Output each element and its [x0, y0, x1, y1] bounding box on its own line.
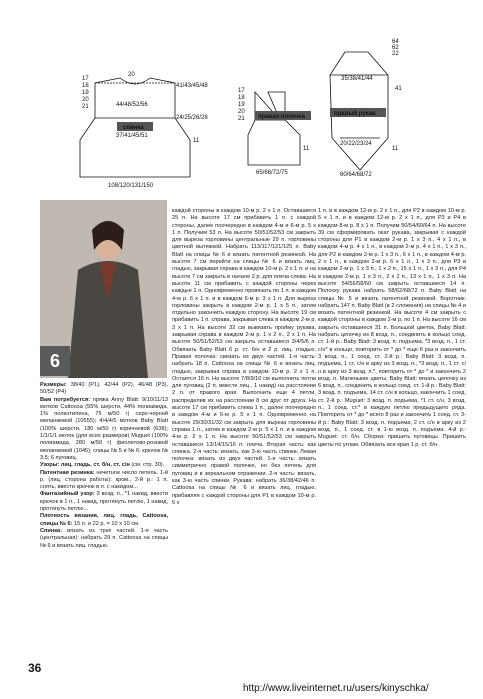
paragraph-heading: Спинка: [40, 527, 63, 534]
back-left-dim: 20 [82, 97, 89, 103]
front-left-dim: 19 [238, 102, 245, 108]
front-left-dim: 17 [238, 88, 245, 94]
model-number-badge: 6 [40, 346, 70, 376]
paragraph-text: 38/40 (P1), 42/44 (P2), 46/48 (P3), 50/52 (P4) [40, 382, 168, 396]
back-right-11: 11 [193, 138, 200, 144]
sleeve-right-11: 11 [392, 146, 399, 152]
paragraph-heading: Фантазийный узор: [40, 491, 95, 498]
sleeve-width: 35/38/41/44 [341, 76, 373, 82]
paragraph-heading: Вам потребуется: [40, 396, 91, 403]
instruction-paragraph [40, 491, 168, 513]
source-url[interactable]: http://www.liveinternet.ru/users/kinyschka/ [243, 683, 429, 694]
back-right-dims: 41/43/45/48 [176, 83, 208, 89]
paragraph-heading: Плотность вязания, лиц. гладь, Cattoosa, спицы № 6: [40, 513, 168, 527]
paragraph-text: вязать из трех частей. 1-я часть (центральная): набрать 29 п. Cattoosa на спицы № 6 и вязать лиц. гладью. [40, 527, 168, 549]
back-mid-right: 24/25/26/28 [176, 115, 208, 121]
instruction-paragraph [40, 382, 168, 397]
instruction-paragraph [40, 470, 168, 492]
sleeve-label: правый рукав [334, 111, 376, 117]
paragraph-heading: Патентная резинка: [40, 469, 95, 476]
back-left-dim: 21 [82, 104, 89, 110]
back-bottom-inner: 37/41/45/51 [116, 133, 148, 139]
paragraph-text: пряжа Anny Blatt: 9/10/11/13 мотков Cattoosa (55% шерсти, 44% полиамида, 1% полиэтилена, 75 м/50 г) серо-черной меланжевой (10555); 4/4/4/5 мотков Baby Blatt (100% шерсти, 180 м/50 г) коричневой (638); 1/1/1/1 моток (для всех размеров) Muguet (100% полиамида, 280 м/50 г) фиолетово-розовой меланжевой (1045); спицы № 5 и № 6; крючок № 3,5; 6 пуговиц. [40, 396, 168, 461]
paragraph-heading: Размеры: [40, 382, 67, 388]
instruction-paragraph [40, 462, 168, 469]
instructions-column-2: кaждой стороны в каждом 10-м р. 2 х 1 п. Оставшиеся 25 п. На высоте 17 см прибавить 1 п. с каждой стороны, далее поочередно в каждом 4-м и 6-м р. 5 х 1 п. Получим 53 п. На высоте 50/51/52/53 см закрыть для выреза горловины центральные 29 п. горловины цветной вытяжкой. Набрать 113/117/121/125 п. Baby Blatt на спицы № 6 и вязать патентной резинкой. На высоте 7 см перейти на спицы № 6 и вязать лиц. гладью, закрывая справа в каждом 10-м р. 2 х 1 п. и на высоте 7 см закрыть в начале 2 р. для плеча слева. На высоте 11 см прибавить с каждой стороны через каждые 1 п. Одновременно провязать по 1 п. в каждом 4-м р. 6 х 1 п. и в каждом 6-м р. 3 х 1 п. Для выреза горловины закрыть в каждом 2-м р. 1 х 5 п., затем отдельно закончить каждую сторону. На высоте 19 см прибавить 1 п. справа, закрывая слева в каждом 2-м р. 3 х 1 п. На высоте 32 см вывязать пройму рукава, закрывая справа в каждом 2-м р. 1 х 2 п., 2 х 1 п. На высоте 50/51/52/53 см закрыть оставшиеся 3/4/5/6 п. Обвязать Baby Blatt 6 р. ст. б/н и 2 р. лиц. гладью. Правая полочка: связать из двух частей. 1-я часть: набрать 18 п. Cattoosa на спицы № 6 и вязать лиц. гладью, закрывая справа в каждом 10-м р. 2 х 1 п. Остается 16 п. На высоте 7/8/9/10 см выполнить петли для пуговиц (2 п. вместе лиц., 1 накид) на расстоянии 2 п. от правого края. Выполнить еще 4 петли, распределив их на расстоянии 8 см друг от друга. На высоте 17 см прибавить слева 1 п., далее поочередно в каждом 4-м и 6-м р. 5 х 1 п. Одновременно на высоте 29/30/31/32 см закрыть для выреза горловины справа 1 п., затем в каждом 2-м р. 5 х 1 п. и в каждом 4-м р. 2 х 1 п. На высоте 50/51/52/53 см закрыть оставшиеся 13/14/15/16 п. плеча. Вторая часть: как спинка. 2-я часть: вязать, как 3-ю часть спинки. Левая полочка: вязать из двух частей. 1-я часть: вязать симметрично правой полочке, но без петель для пуговиц и в зеркальном отражении. 2-я часть: вязать, как 3-ю часть спинки. Рукава: набрать 36/38/42/46 п. Cattoosa на спицы № 6 и вязать лиц. гладью, прибавляя с каждой стороны для P1 в каждом 10-м р. 5 х [172, 208, 316, 506]
front-schematic [248, 92, 300, 165]
front-left-dim: 21 [238, 116, 245, 122]
back-bottom-width: 108/120/131/150 [108, 183, 154, 189]
back-left-dim: 18 [82, 83, 89, 89]
front-right-11: 11 [303, 146, 310, 152]
instructions-column-3: 1 п. и в каждом 12-м р. 2 х 1 п., для P2 в каждом 10-м р. 5 х 1 п. и в каждом 12-м р. 2 х 1 п., для P3 и P4 в каждом 8-м р. 8 х 1 п. Получим 50/54/60/64 п. На высоте 39 см сформировать окат рукава, закрывая с каждой стороны для P1 в каждом 2-м р. 1 х 3 п., 4 х 1 п., в каждом 4-м р. 4 х 1 п., в каждом 2-м р. 4 х 1 п., 1 х 3 п., для P2 в каждом 2-м р. 1 х 3 п., 6 х 1 п., в каждом 4-м р. 2 х 1 п., в каждом 2-м р. 6 х 1 п., 1 х 3 п., для P3 в каждом 2-м р. 1 х 3 п., 1 х 2 п., 15 х 1 п., 1 х 3 п., для P4 в каждом 2-м р. 1 х 3 п., 2 х 2 п., 13 х 1 п., 1 х 3 п. На высоте 54/56/58/60 см закрыть оставшиеся 14 п. Полоску рукава набрать 58/62/68/72 п. Baby Blatt на спицы № 5 и вязать патентной резинкой. Воротник: набрать 147 п. Baby Blatt (в 2 сложения) на спицы № 4 и вязать патентной резинкой. На высоте 4 см закрыть с каждой стороны в каждом 2-м р. по 1 п. На высоте 16 см закрыть оставшиеся 31 п. Большой цветок, Baby Blatt: набрать цепочку из 8 возд. п., соединить в кольцо соед. ст. 1-й р.: Baby Blatt: 3 возд. п. подъема, *3 возд. п., 1 ст. с/н* в кольцо, повторить от * до * еще 6 раз и закончить 3 возд. п., 1 соед. ст. 2-й р.: Baby Blatt: 3 возд. п. подъема, 1 ст. с/н в арку из 3 возд. п., *3 возд. п., 1 ст. с/н в арку из 3 возд. п.*, повторить от * до * и закончить 2 возд. п. Маленькие цветы, Baby Blatt: вязать цепочку из 6 возд. п., соединить в кольцо соед. ст. 1-й р.: Baby Blatt: 3 возд. п. подъема, 14 ст. с/н в кольцо, закончить 1 соед. ст. 2-й р.: Muguet: 3 возд. п. подъема, *1 ст. с/н, 3 возд. п., 1 соед. ст.* в каждую петлю предыдущего ряда. Повторить от * до * всего 8 раз и закончить 1 соед. ст. 3-й р.: Baby Blatt: 3 возд. п. подъема, 2 ст. с/н в арку из 2 возд. п., 1 соед. ст. в 1-ю возд. п. подъема. 4-й р.: Muguet: ст. б/н. Сборка: пришить пуговицы. Пришить цветы по углам. Обвязать все края 1 р. ст. б/н. [318, 208, 466, 448]
paragraph-text: 3 возд. п., *1 накид, ввести крючок в 1 п., 1 накид, протянуть петлю, 1 накид, протянуть петлю... [40, 491, 168, 513]
paragraph-text: 15 п. и 22 р. = 10 х 10 см. [72, 520, 140, 527]
instructions-column-1 [40, 382, 168, 640]
instruction-paragraph [40, 397, 168, 463]
back-left-dim: 17 [82, 76, 89, 82]
front-label: правая полочка [258, 114, 305, 120]
back-neck-width: 44/48/52/56 [116, 102, 148, 108]
instruction-paragraph [40, 528, 168, 550]
front-left-dim: 20 [238, 109, 245, 115]
back-top-width: 20 [128, 72, 135, 78]
front-left-dim: 18 [238, 95, 245, 101]
sleeve-top-right: 22 [392, 51, 399, 57]
paragraph-heading: Узоры: лиц. гладь, ст. б/н, ст. с/н [40, 462, 130, 469]
back-left-dim: 19 [82, 90, 89, 96]
paragraph-text: нечетное число петель. 1-й р. (лиц. сторона работы): кром., 2-й р.: 1 п. снять, ввести крючок в п. с накидом... [40, 469, 168, 491]
sleeve-mid: 20/22/23/24 [340, 141, 372, 147]
front-bottom-width: 65/68/72/75 [256, 170, 288, 176]
sleeve-right-41: 41 [395, 86, 402, 92]
instruction-paragraph [40, 513, 168, 528]
page-number: 36 [28, 661, 42, 675]
pattern-diagram [0, 0, 483, 200]
sleeve-top-right: 64 [392, 39, 399, 45]
back-label: спинка [123, 125, 144, 131]
sleeve-bottom-width: 60/64/68/72 [340, 172, 372, 178]
sleeve-top-right: 62 [392, 45, 399, 51]
paragraph-text: (см. стр. 30). [129, 462, 165, 469]
